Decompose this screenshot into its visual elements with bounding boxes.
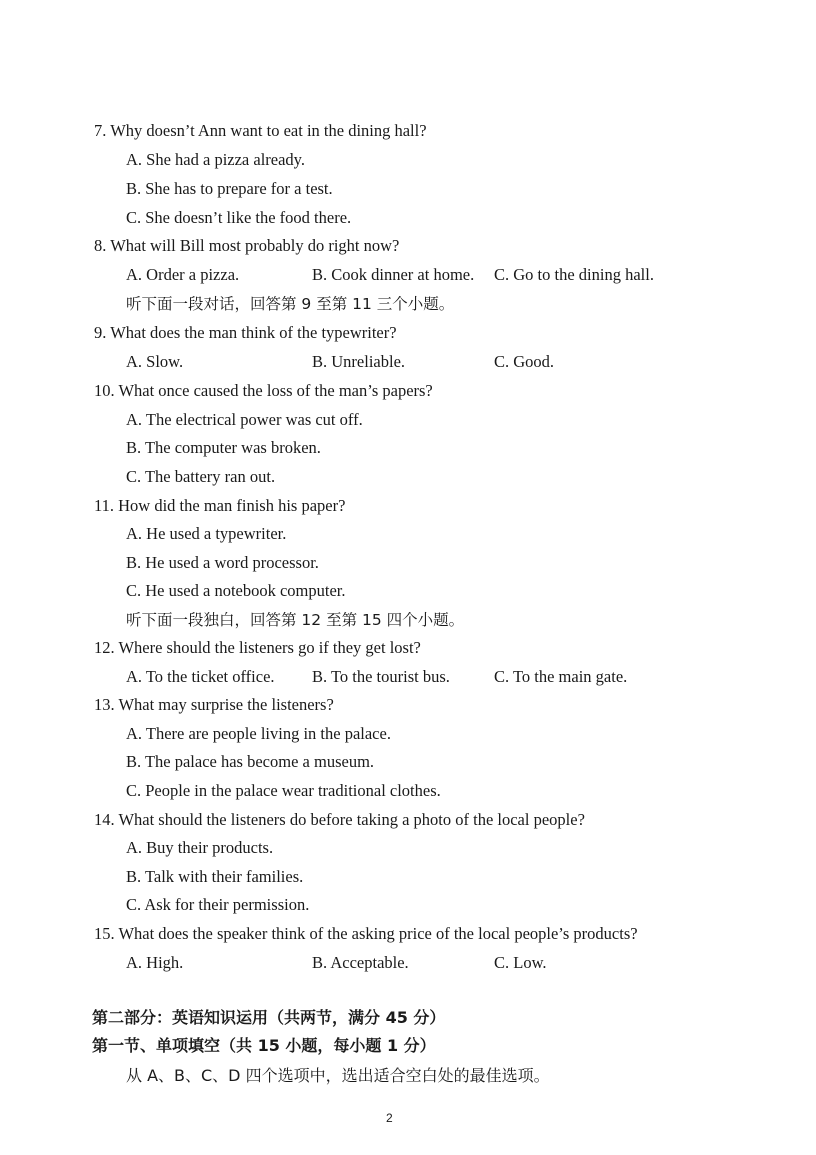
option-15a: A. High.	[126, 953, 184, 972]
option-8c: C. Go to the dining hall.	[494, 265, 654, 284]
question-number: 11.	[94, 496, 115, 515]
question-number: 8.	[94, 236, 107, 255]
question-text: What may surprise the listeners?	[118, 695, 334, 714]
question-13	[94, 695, 334, 715]
question-text: How did the man finish his paper?	[118, 496, 346, 515]
option-15b: B. Acceptable.	[312, 953, 409, 972]
option-10a: A. The electrical power was cut off.	[126, 410, 363, 429]
option-12b: B. To the tourist bus.	[312, 667, 450, 686]
section1-direction: 从 A、B、C、D 四个选项中，选出适合空白处的最佳选项。	[126, 1066, 550, 1085]
question-7	[94, 121, 427, 141]
question-12	[94, 638, 421, 658]
question-text: What once caused the loss of the man’s papers?	[118, 381, 433, 400]
option-7b: B. She has to prepare for a test.	[126, 179, 333, 198]
option-14a: A. Buy their products.	[126, 838, 274, 857]
question-number: 12.	[94, 638, 115, 657]
option-14c: C. Ask for their permission.	[126, 895, 310, 914]
question-8	[94, 236, 399, 256]
question-text: What will Bill most probably do right now?	[110, 236, 400, 255]
option-13a: A. There are people living in the palace.	[126, 724, 391, 743]
page-number: 2	[386, 1111, 393, 1125]
option-13b: B. The palace has become a museum.	[126, 752, 375, 771]
option-11c: C. He used a notebook computer.	[126, 581, 346, 600]
question-number: 10.	[94, 381, 115, 400]
option-13c: C. People in the palace wear traditional clothes.	[126, 781, 441, 800]
option-9a: A. Slow.	[126, 352, 184, 371]
option-8a: A. Order a pizza.	[126, 265, 240, 284]
option-9b: B. Unreliable.	[312, 352, 406, 371]
question-number: 9.	[94, 323, 107, 342]
option-10c: C. The battery ran out.	[126, 467, 276, 486]
question-11	[94, 496, 345, 516]
question-number: 15.	[94, 924, 115, 943]
question-9	[94, 323, 397, 343]
question-number: 7.	[94, 121, 107, 140]
instruction-9-11: 听下面一段对话，回答第 9 至第 11 三个小题。	[126, 295, 455, 313]
question-text: What should the listeners do before taking a photo of the local people?	[118, 810, 585, 829]
question-text: What does the speaker think of the asking price of the local people’s products?	[118, 924, 638, 943]
option-11a: A. He used a typewriter.	[126, 524, 287, 543]
question-number: 13.	[94, 695, 115, 714]
question-number: 14.	[94, 810, 115, 829]
part2-heading: 第二部分：英语知识运用（共两节，满分 45 分）	[92, 1008, 446, 1027]
section1-heading: 第一节、单项填空（共 15 小题，每小题 1 分）	[92, 1036, 436, 1055]
option-12c: C. To the main gate.	[494, 667, 628, 686]
option-8b: B. Cook dinner at home.	[312, 265, 475, 284]
question-text: Where should the listeners go if they get lost?	[118, 638, 421, 657]
instruction-12-15: 听下面一段独白，回答第 12 至第 15 四个小题。	[126, 611, 465, 629]
option-9c: C. Good.	[494, 352, 555, 371]
option-7c: C. She doesn’t like the food there.	[126, 208, 352, 227]
option-10b: B. The computer was broken.	[126, 438, 321, 457]
option-15c: C. Low.	[494, 953, 547, 972]
option-14b: B. Talk with their families.	[126, 867, 304, 886]
option-11b: B. He used a word processor.	[126, 553, 319, 572]
question-10	[94, 381, 433, 401]
question-14	[94, 810, 585, 830]
question-15	[94, 924, 638, 944]
question-text: Why doesn’t Ann want to eat in the dining hall?	[110, 121, 427, 140]
option-7a: A. She had a pizza already.	[126, 150, 305, 169]
option-12a: A. To the ticket office.	[126, 667, 275, 686]
question-text: What does the man think of the typewriter?	[110, 323, 397, 342]
